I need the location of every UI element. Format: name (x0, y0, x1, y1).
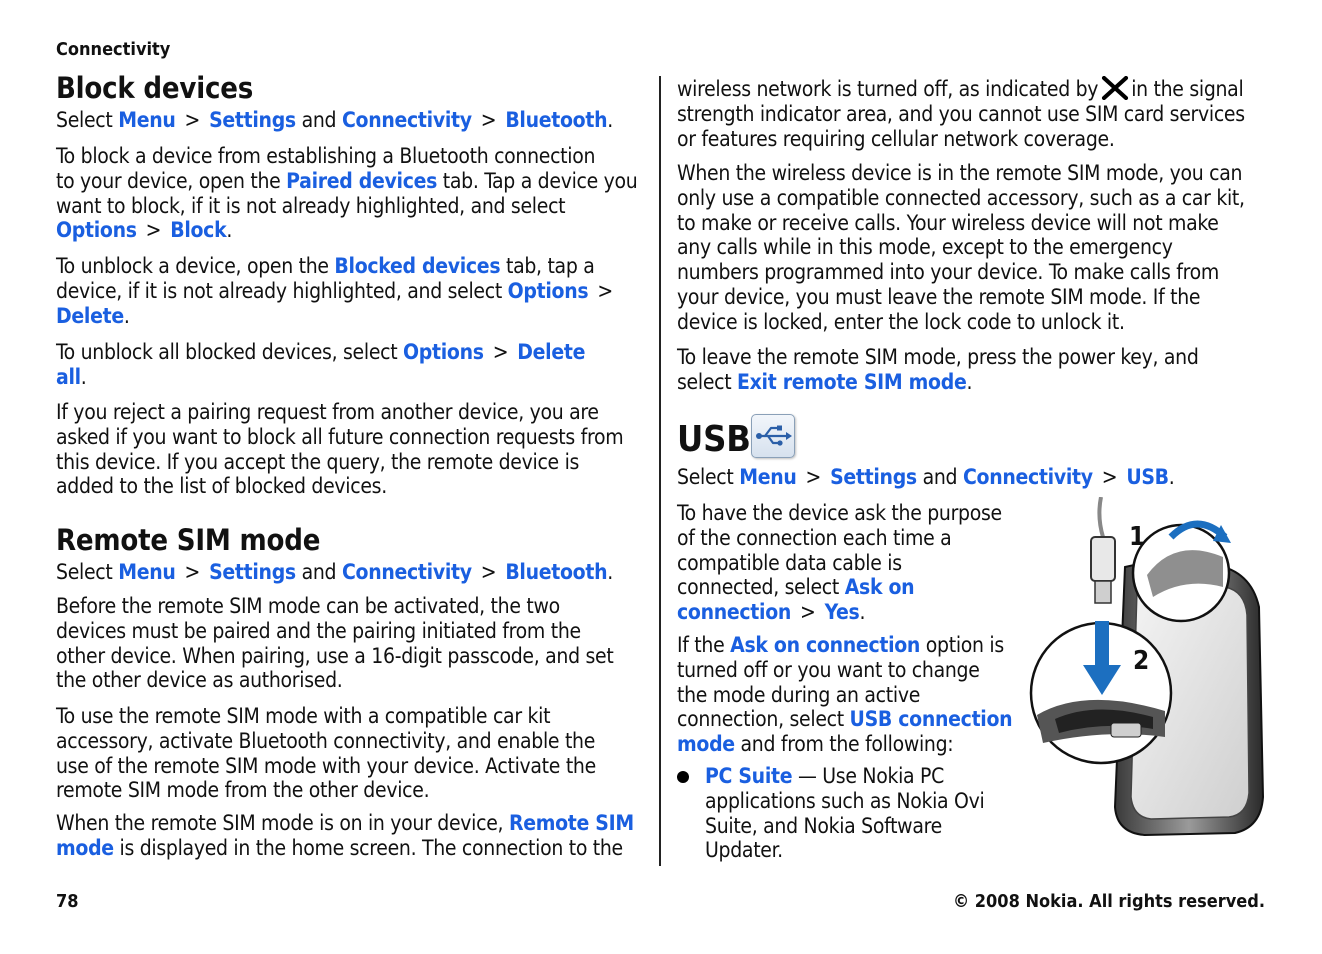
connectivity-link[interactable]: Connectivity (341, 560, 472, 584)
settings-link[interactable]: Settings (830, 465, 917, 489)
options-link[interactable]: Options (507, 278, 589, 303)
usb-menu-path: Select Menu > Settings and Connectivity > USB. (677, 465, 1175, 489)
step-2-label: 2 (1133, 646, 1150, 676)
bluetooth-link[interactable]: Bluetooth (505, 560, 608, 584)
usb-connection-mode-link[interactable]: USB connection (849, 707, 1013, 732)
paired-devices-link[interactable]: Paired devices (286, 168, 438, 193)
connectivity-link[interactable]: Connectivity (341, 108, 472, 132)
yes-link[interactable]: Yes (824, 600, 860, 625)
no-network-x-icon (1100, 76, 1130, 98)
remote-sim-mode-link[interactable]: Remote SIM (508, 811, 634, 835)
ask-on-connection-option-link[interactable]: Ask on connection (730, 633, 921, 657)
remote-sim-paragraph-5: When the wireless device is in the remote SIM mode, you can only use a compatible connected accessory, such as a car kit, to make or receive calls. Your wireless device will not make any calls while in this mode, except to the emergency numbers programmed into your device. To make calls from your device, you must leave the remote SIM mode. If the device is locked, enter the lock code to unlock it. (677, 161, 1245, 334)
running-head: Connectivity (56, 39, 171, 60)
usb-link[interactable]: USB (1126, 465, 1169, 489)
column-divider (659, 76, 661, 866)
page-number: 78 (56, 891, 79, 912)
remote-sim-paragraph-2: To use the remote SIM mode with a compatible car kit accessory, activate Bluetooth connectivity, and enable the use of the remote SIM mode with your device. Activate the remote SIM mode from the other device. (56, 704, 596, 803)
ask-on-connection-link[interactable]: Ask on (844, 575, 915, 600)
usb-connection-illustration (1025, 497, 1267, 839)
delete-all-link-cont[interactable]: all (56, 364, 81, 389)
options-link[interactable]: Options (56, 218, 137, 243)
bluetooth-link[interactable]: Bluetooth (505, 108, 608, 132)
options-link[interactable]: Options (403, 340, 484, 364)
pc-suite-link[interactable]: PC Suite (705, 764, 793, 788)
block-link[interactable]: Block (170, 218, 227, 243)
usb-heading: USB (677, 419, 751, 460)
exit-remote-sim-mode-link[interactable]: Exit remote SIM mode (737, 369, 967, 394)
usb-paragraph-1: To have the device ask the purpose of the connection each time a compatible data cable is connected, select Ask on connection > Yes. (677, 501, 1002, 625)
block-devices-paragraph-3: To unblock all blocked devices, select Options > Delete all. (56, 340, 586, 389)
menu-link[interactable]: Menu (118, 560, 176, 584)
delete-link[interactable]: Delete (56, 303, 124, 328)
usb-icon (751, 414, 795, 458)
usb-connection-mode-link-cont[interactable]: mode (677, 732, 735, 757)
menu-link[interactable]: Menu (118, 108, 176, 132)
blocked-devices-link[interactable]: Blocked devices (334, 254, 501, 278)
remote-sim-heading: Remote SIM mode (56, 523, 321, 557)
usb-paragraph-2: If the Ask on connection option is turned off or you want to change the mode during an active connection, select USB connection mode and from the following: (677, 633, 1013, 757)
copyright: © 2008 Nokia. All rights reserved. (952, 891, 1265, 912)
remote-sim-paragraph-6: To leave the remote SIM mode, press the power key, and select Exit remote SIM mode. (677, 345, 1199, 394)
block-devices-paragraph-4: If you reject a pairing request from another device, you are asked if you want to block all future connection requests from this device. If you accept the query, the remote device is added to the list of blocked devices. (56, 400, 624, 499)
pc-suite-bullet: PC Suite — Use Nokia PC applications such as Nokia Ovi Suite, and Nokia Software Updater. (705, 764, 985, 863)
settings-link[interactable]: Settings (209, 108, 296, 132)
block-devices-paragraph-2: To unblock a device, open the Blocked devices tab, tap a device, if it is not already highlighted, and select Options > Delete. (56, 254, 613, 328)
block-devices-menu-path: Select Menu > Settings and Connectivity > Bluetooth. (56, 108, 613, 132)
block-devices-paragraph-1: To block a device from establishing a Bluetooth connection to your device, open the Paired devices tab. Tap a device you want to block, if it is not already highlighted, and select Options > Block. (56, 144, 638, 243)
ask-on-connection-link-cont[interactable]: connection (677, 600, 792, 625)
step-1-label: 1 (1129, 522, 1146, 552)
remote-sim-mode-link-cont[interactable]: mode (56, 835, 114, 860)
remote-sim-paragraph-4: wireless network is turned off, as indicated by in the signal strength indicator area, and you cannot use SIM card services or features requiring cellular network coverage. (677, 77, 1245, 151)
remote-sim-paragraph-1: Before the remote SIM mode can be activated, the two devices must be paired and the pairing initiated from the other device. When pairing, use a 16-digit passcode, and set the other device as authorised. (56, 594, 614, 693)
block-devices-heading: Block devices (56, 71, 254, 105)
remote-sim-menu-path: Select Menu > Settings and Connectivity > Bluetooth. (56, 560, 613, 584)
remote-sim-paragraph-3: When the remote SIM mode is on in your device, Remote SIM mode is displayed in the home screen. The connection to the (56, 811, 634, 860)
connectivity-link[interactable]: Connectivity (962, 465, 1093, 489)
settings-link[interactable]: Settings (209, 560, 296, 584)
delete-all-link[interactable]: Delete (517, 340, 586, 364)
bullet-dot (677, 771, 689, 783)
menu-link[interactable]: Menu (739, 465, 797, 489)
